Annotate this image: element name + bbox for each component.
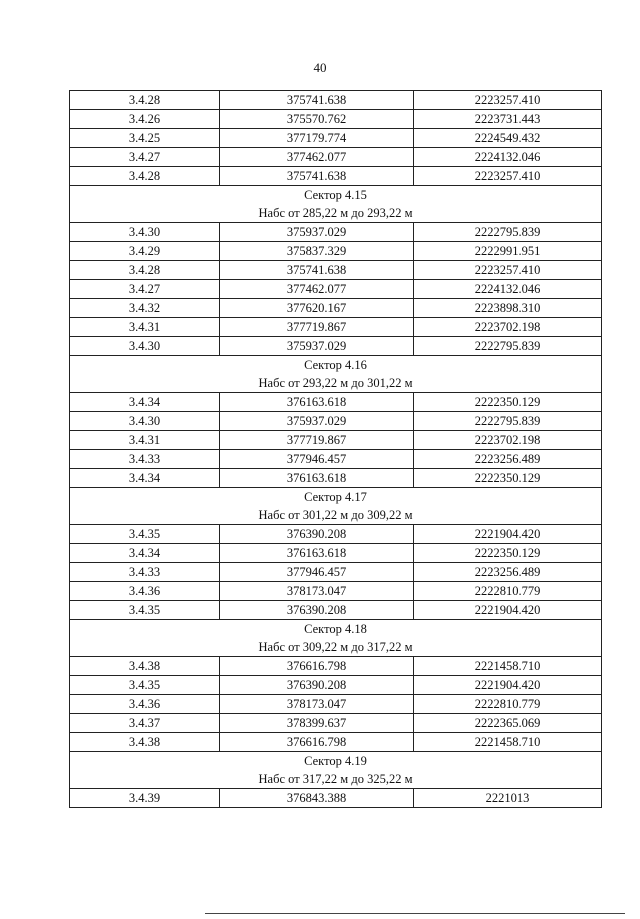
x-coordinate-cell: 375741.638 — [220, 261, 414, 280]
y-coordinate-cell: 2223731.443 — [414, 110, 602, 129]
x-coordinate-cell: 377719.867 — [220, 318, 414, 337]
point-id-cell: 3.4.39 — [70, 789, 220, 808]
table-row — [70, 695, 602, 714]
point-id-cell: 3.4.29 — [70, 242, 220, 261]
point-id-cell: 3.4.28 — [70, 91, 220, 110]
sector-header-row — [70, 186, 602, 205]
y-coordinate-cell: 2222795.839 — [414, 412, 602, 431]
point-id-cell: 3.4.33 — [70, 450, 220, 469]
y-coordinate-cell: 2221458.710 — [414, 657, 602, 676]
point-id-cell: 3.4.35 — [70, 676, 220, 695]
point-id-cell: 3.4.26 — [70, 110, 220, 129]
y-coordinate-cell: 2223702.198 — [414, 318, 602, 337]
table-row — [70, 337, 602, 356]
table-row — [70, 789, 602, 808]
y-coordinate-cell: 2224549.432 — [414, 129, 602, 148]
point-id-cell: 3.4.30 — [70, 412, 220, 431]
y-coordinate-cell: 2224132.046 — [414, 280, 602, 299]
x-coordinate-cell: 376390.208 — [220, 676, 414, 695]
y-coordinate-cell: 2223256.489 — [414, 563, 602, 582]
point-id-cell: 3.4.27 — [70, 280, 220, 299]
x-coordinate-cell: 375837.329 — [220, 242, 414, 261]
coordinates-table-body — [70, 91, 602, 808]
table-row — [70, 148, 602, 167]
point-id-cell: 3.4.31 — [70, 318, 220, 337]
y-coordinate-cell: 2223257.410 — [414, 261, 602, 280]
y-coordinate-cell: 2221904.420 — [414, 676, 602, 695]
sector-title: Сектор 4.18 — [70, 620, 602, 639]
x-coordinate-cell: 377462.077 — [220, 280, 414, 299]
table-row — [70, 676, 602, 695]
point-id-cell: 3.4.35 — [70, 525, 220, 544]
height-range: Набс от 317,22 м до 325,22 м — [70, 770, 602, 789]
table-row — [70, 167, 602, 186]
table-row — [70, 280, 602, 299]
point-id-cell: 3.4.38 — [70, 733, 220, 752]
point-id-cell: 3.4.35 — [70, 601, 220, 620]
x-coordinate-cell: 378399.637 — [220, 714, 414, 733]
table-row — [70, 525, 602, 544]
x-coordinate-cell: 376163.618 — [220, 469, 414, 488]
coordinates-table — [69, 90, 602, 808]
y-coordinate-cell: 2222795.839 — [414, 337, 602, 356]
point-id-cell: 3.4.34 — [70, 393, 220, 412]
page-number: 40 — [313, 60, 327, 75]
x-coordinate-cell: 376390.208 — [220, 525, 414, 544]
table-row — [70, 91, 602, 110]
x-coordinate-cell: 377620.167 — [220, 299, 414, 318]
x-coordinate-cell: 377179.774 — [220, 129, 414, 148]
table-row — [70, 582, 602, 601]
table-row — [70, 450, 602, 469]
y-coordinate-cell: 2222795.839 — [414, 223, 602, 242]
height-range: Набс от 309,22 м до 317,22 м — [70, 638, 602, 657]
y-coordinate-cell: 2222810.779 — [414, 695, 602, 714]
point-id-cell: 3.4.25 — [70, 129, 220, 148]
table-row — [70, 412, 602, 431]
sector-header-row — [70, 488, 602, 507]
point-id-cell: 3.4.36 — [70, 582, 220, 601]
point-id-cell: 3.4.38 — [70, 657, 220, 676]
table-row — [70, 601, 602, 620]
x-coordinate-cell: 376616.798 — [220, 733, 414, 752]
height-range: Набс от 285,22 м до 293,22 м — [70, 204, 602, 223]
y-coordinate-cell: 2222350.129 — [414, 544, 602, 563]
x-coordinate-cell: 378173.047 — [220, 582, 414, 601]
sector-title: Сектор 4.17 — [70, 488, 602, 507]
table-row — [70, 657, 602, 676]
point-id-cell: 3.4.34 — [70, 469, 220, 488]
table-row — [70, 223, 602, 242]
y-coordinate-cell: 2221013 — [414, 789, 602, 808]
y-coordinate-cell: 2221458.710 — [414, 733, 602, 752]
sector-header-row — [70, 752, 602, 771]
x-coordinate-cell: 375937.029 — [220, 337, 414, 356]
point-id-cell: 3.4.32 — [70, 299, 220, 318]
y-coordinate-cell: 2222365.069 — [414, 714, 602, 733]
table-row — [70, 393, 602, 412]
x-coordinate-cell: 375741.638 — [220, 91, 414, 110]
point-id-cell: 3.4.30 — [70, 223, 220, 242]
table-row — [70, 318, 602, 337]
point-id-cell: 3.4.31 — [70, 431, 220, 450]
y-coordinate-cell: 2221904.420 — [414, 525, 602, 544]
point-id-cell: 3.4.36 — [70, 695, 220, 714]
x-coordinate-cell: 376616.798 — [220, 657, 414, 676]
x-coordinate-cell: 375741.638 — [220, 167, 414, 186]
y-coordinate-cell: 2222991.951 — [414, 242, 602, 261]
table-row — [70, 431, 602, 450]
x-coordinate-cell: 377719.867 — [220, 431, 414, 450]
x-coordinate-cell: 375570.762 — [220, 110, 414, 129]
table-row — [70, 469, 602, 488]
table-row — [70, 733, 602, 752]
point-id-cell: 3.4.28 — [70, 167, 220, 186]
height-range-row — [70, 638, 602, 657]
sector-header-row — [70, 620, 602, 639]
table-row — [70, 242, 602, 261]
sector-title: Сектор 4.19 — [70, 752, 602, 771]
sector-title: Сектор 4.15 — [70, 186, 602, 205]
table-row — [70, 714, 602, 733]
x-coordinate-cell: 377462.077 — [220, 148, 414, 167]
x-coordinate-cell: 377946.457 — [220, 450, 414, 469]
table-row — [70, 261, 602, 280]
point-id-cell: 3.4.33 — [70, 563, 220, 582]
table-row — [70, 299, 602, 318]
y-coordinate-cell: 2223257.410 — [414, 167, 602, 186]
table-row — [70, 544, 602, 563]
y-coordinate-cell: 2222810.779 — [414, 582, 602, 601]
sector-title: Сектор 4.16 — [70, 356, 602, 375]
x-coordinate-cell: 375937.029 — [220, 223, 414, 242]
height-range: Набс от 293,22 м до 301,22 м — [70, 374, 602, 393]
x-coordinate-cell: 375937.029 — [220, 412, 414, 431]
sector-header-row — [70, 356, 602, 375]
point-id-cell: 3.4.37 — [70, 714, 220, 733]
bottom-rule — [205, 913, 625, 914]
table-row — [70, 110, 602, 129]
height-range-row — [70, 204, 602, 223]
y-coordinate-cell: 2223898.310 — [414, 299, 602, 318]
table-row — [70, 129, 602, 148]
x-coordinate-cell: 376390.208 — [220, 601, 414, 620]
table-row — [70, 563, 602, 582]
x-coordinate-cell: 377946.457 — [220, 563, 414, 582]
x-coordinate-cell: 376163.618 — [220, 393, 414, 412]
x-coordinate-cell: 378173.047 — [220, 695, 414, 714]
point-id-cell: 3.4.28 — [70, 261, 220, 280]
x-coordinate-cell: 376843.388 — [220, 789, 414, 808]
y-coordinate-cell: 2221904.420 — [414, 601, 602, 620]
height-range-row — [70, 506, 602, 525]
y-coordinate-cell: 2224132.046 — [414, 148, 602, 167]
x-coordinate-cell: 376163.618 — [220, 544, 414, 563]
y-coordinate-cell: 2222350.129 — [414, 393, 602, 412]
y-coordinate-cell: 2223257.410 — [414, 91, 602, 110]
height-range: Набс от 301,22 м до 309,22 м — [70, 506, 602, 525]
y-coordinate-cell: 2223702.198 — [414, 431, 602, 450]
point-id-cell: 3.4.34 — [70, 544, 220, 563]
height-range-row — [70, 374, 602, 393]
height-range-row — [70, 770, 602, 789]
y-coordinate-cell: 2223256.489 — [414, 450, 602, 469]
point-id-cell: 3.4.27 — [70, 148, 220, 167]
point-id-cell: 3.4.30 — [70, 337, 220, 356]
y-coordinate-cell: 2222350.129 — [414, 469, 602, 488]
